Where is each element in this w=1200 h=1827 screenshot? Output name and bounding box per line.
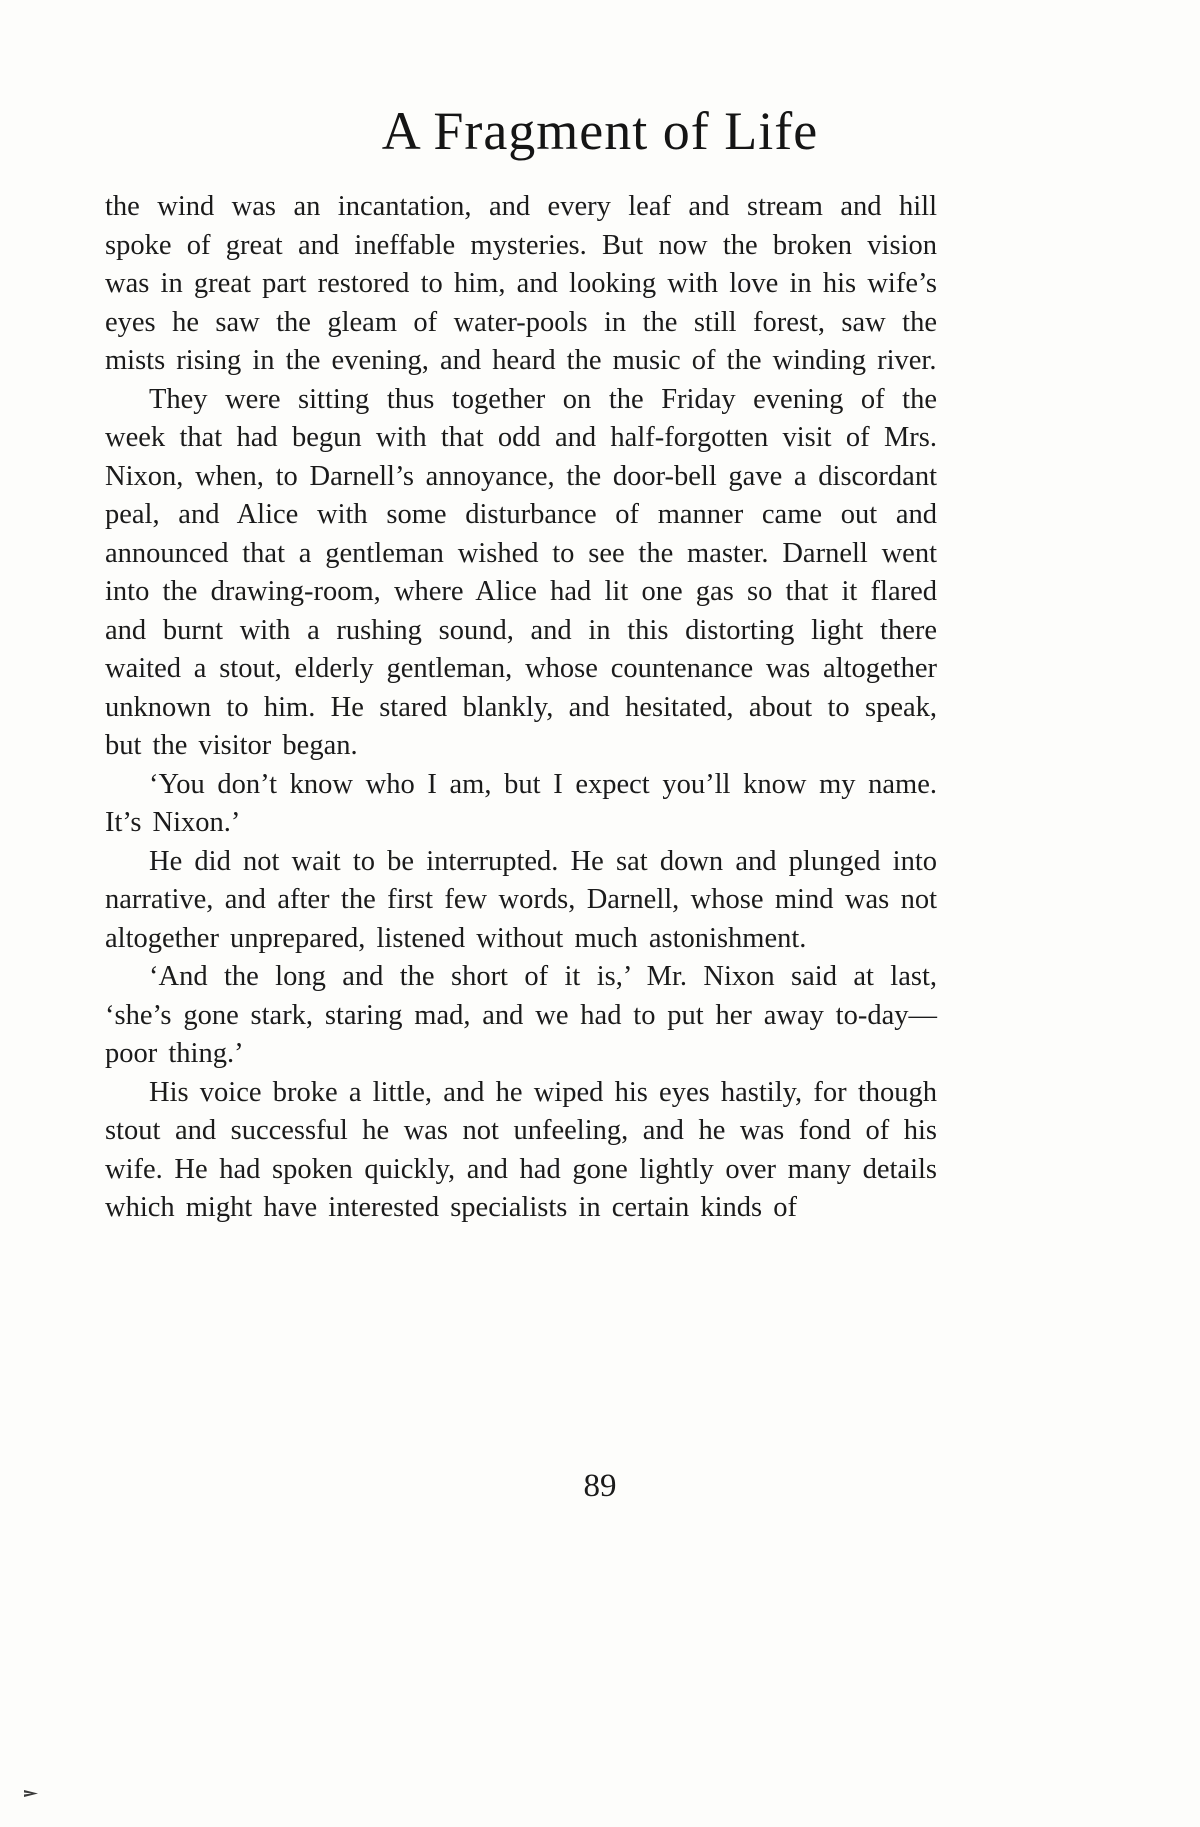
- page-title: A Fragment of Life: [381, 101, 819, 161]
- paragraph: He did not wait to be interrupted. He sat down and plunged into narrative, and after the first few words, Darnell, whose mind was not altogether unprepared, listened without much astonishment.: [105, 845, 937, 954]
- paragraph: ‘And the long and the short of it is,’ Mr. Nixon said at last, ‘she’s gone stark, staring mad, and we had to put her away to-day—poor thing.’: [105, 961, 937, 1069]
- paragraph: They were sitting thus together on the Friday evening of the week that had begun with that odd and half-forgotten visit of Mrs. Nixon, when, to Darnell’s annoyance, the door-bell gave a discordant peal, and Alice with some disturbance of manner came out and announced that a gentleman wished to see the master. Darnell went into the drawing-room, where Alice had lit one gas so that it flared and burnt with a rushing sound, and in this distorting light there waited a stout, elderly gentleman, whose countenance was altogether unknown to him. He stared blankly, and hesitated, about to speak, but the visitor began.: [105, 383, 937, 761]
- paragraph: ‘You don’t know who I am, but I expect you’ll know my name. It’s Nixon.’: [105, 768, 937, 838]
- page-number: 89: [583, 1468, 617, 1504]
- paragraph: His voice broke a little, and he wiped his eyes hastily, for though stout and successful he was not unfeeling, and he was fond of his wife. He had spoken quickly, and had gone lightly over many details which might have interested specialists in certain kinds of: [105, 1076, 937, 1223]
- scan-artifact-mark: [24, 1790, 38, 1797]
- paragraph: the wind was an incantation, and every leaf and stream and hill spoke of great and ineffable mysteries. But now the broken vision was in great part restored to him, and looking with love in his wife’s eyes he saw the gleam of water-pools in the still forest, saw the mists rising in the evening, and heard the music of the winding river.: [105, 191, 937, 376]
- body-text: [105, 188, 937, 1228]
